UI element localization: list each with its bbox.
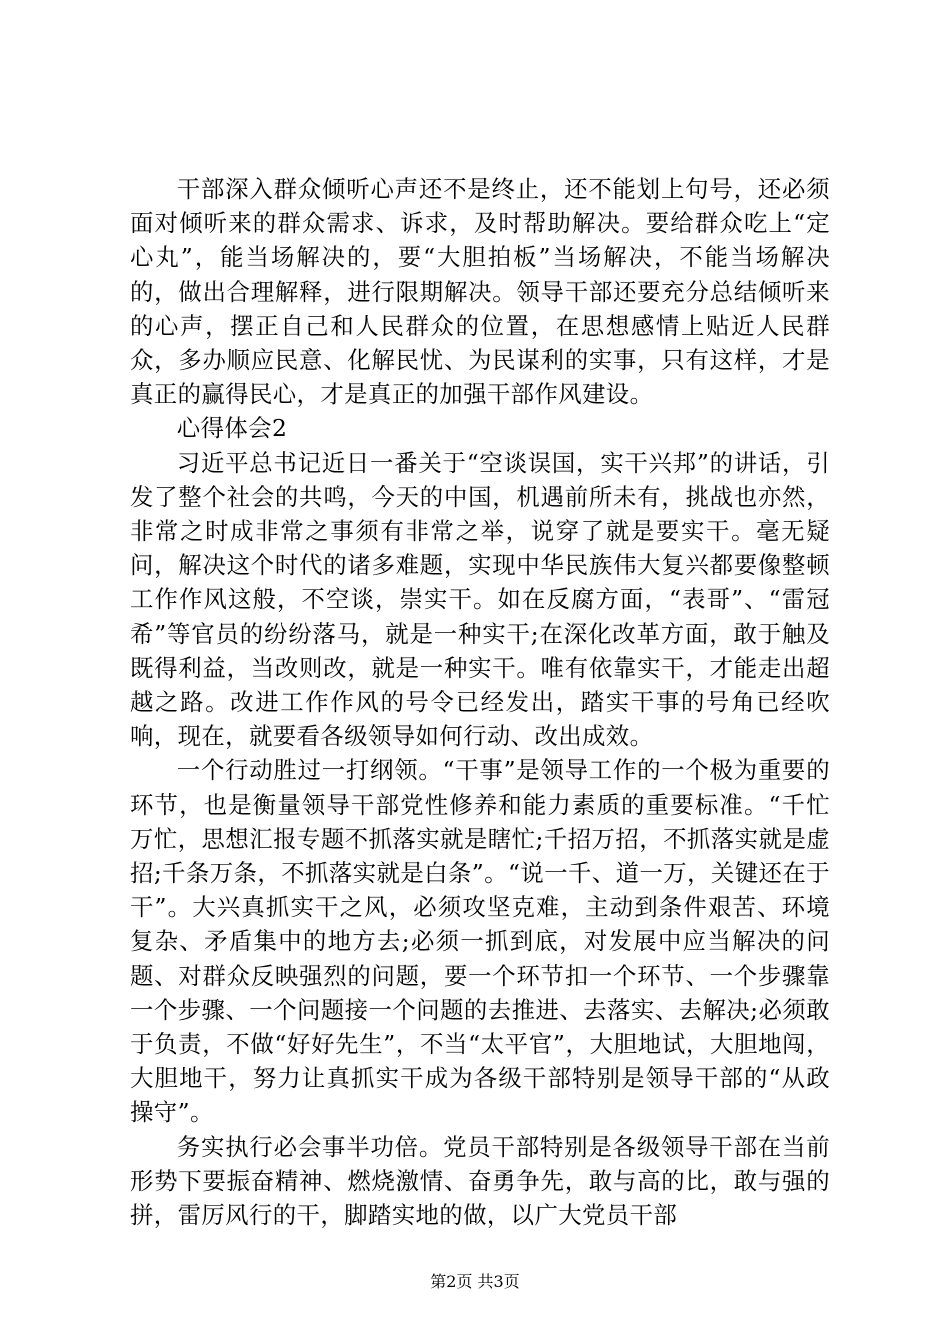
paragraph-4: 务实执行必会事半功倍。党员干部特别是各级领导干部在当前形势下要振奋精神、燃烧激情、奋勇争先，敢与高的比，敢与强的拼，雷厉风行的干，脚踏实地的做，以广大党员干部 [130,1132,830,1230]
page-footer: 第2页 共3页 [430,1272,520,1291]
section-heading: 心得体会2 [176,414,288,443]
paragraph-1: 干部深入群众倾听心声还不是终止，还不能划上句号，还必须面对倾听来的群众需求、诉求，及时帮助解决。要给群众吃上“定心丸”，能当场解决的，要“大胆拍板”当场解决，不能当场解决的，做出合理解释，进行限期解决。领导干部还要充分总结倾听来的心声，摆正自己和人民群众的位置，在思想感情上贴近人民群众，多办顺应民意、化解民忧、为民谋利的实事，只有这样，才是真正的赢得民心，才是真正的加强干部作风建设。 [130,175,830,409]
paragraph-2: 习近平总书记近日一番关于“空谈误国，实干兴邦”的讲话，引发了整个社会的共鸣，今天的中国，机遇前所未有，挑战也亦然，非常之时成非常之事须有非常之举，说穿了就是要实干。毫无疑问，解决这个时代的诸多难题，实现中华民族伟大复兴都要像整顿工作作风这般，不空谈，崇实干。如在反腐方面，“表哥”、“雷冠希”等官员的纷纷落马，就是一种实干;在深化改革方面，敢于触及既得利益，当改则改，就是一种实干。唯有依靠实干，才能走出超越之路。改进工作作风的号令已经发出，踏实干事的号角已经吹响，现在，就要看各级领导如何行动、改出成效。 [130,448,830,751]
paragraph-3: 一个行动胜过一打纲领。“干事”是领导工作的一个极为重要的环节，也是衡量领导干部党性修养和能力素质的重要标准。“千忙万忙，思想汇报专题不抓落实就是瞎忙;千招万招，不抓落实就是虚招;千条万条，不抓落实就是白条”。“说一千、道一万，关键还在于干”。大兴真抓实干之风，必须攻坚克难，主动到条件艰苦、环境复杂、矛盾集中的地方去;必须一抓到底，对发展中应当解决的问题、对群众反映强烈的问题，要一个环节扣一个环节、一个步骤靠一个步骤、一个问题接一个问题的去推进、去落实、去解决;必须敢于负责，不做“好好先生”，不当“太平官”，大胆地试，大胆地闯，大胆地干，努力让真抓实干成为各级干部特别是领导干部的“从政操守”。 [130,756,830,1127]
document-body [130,172,830,1232]
